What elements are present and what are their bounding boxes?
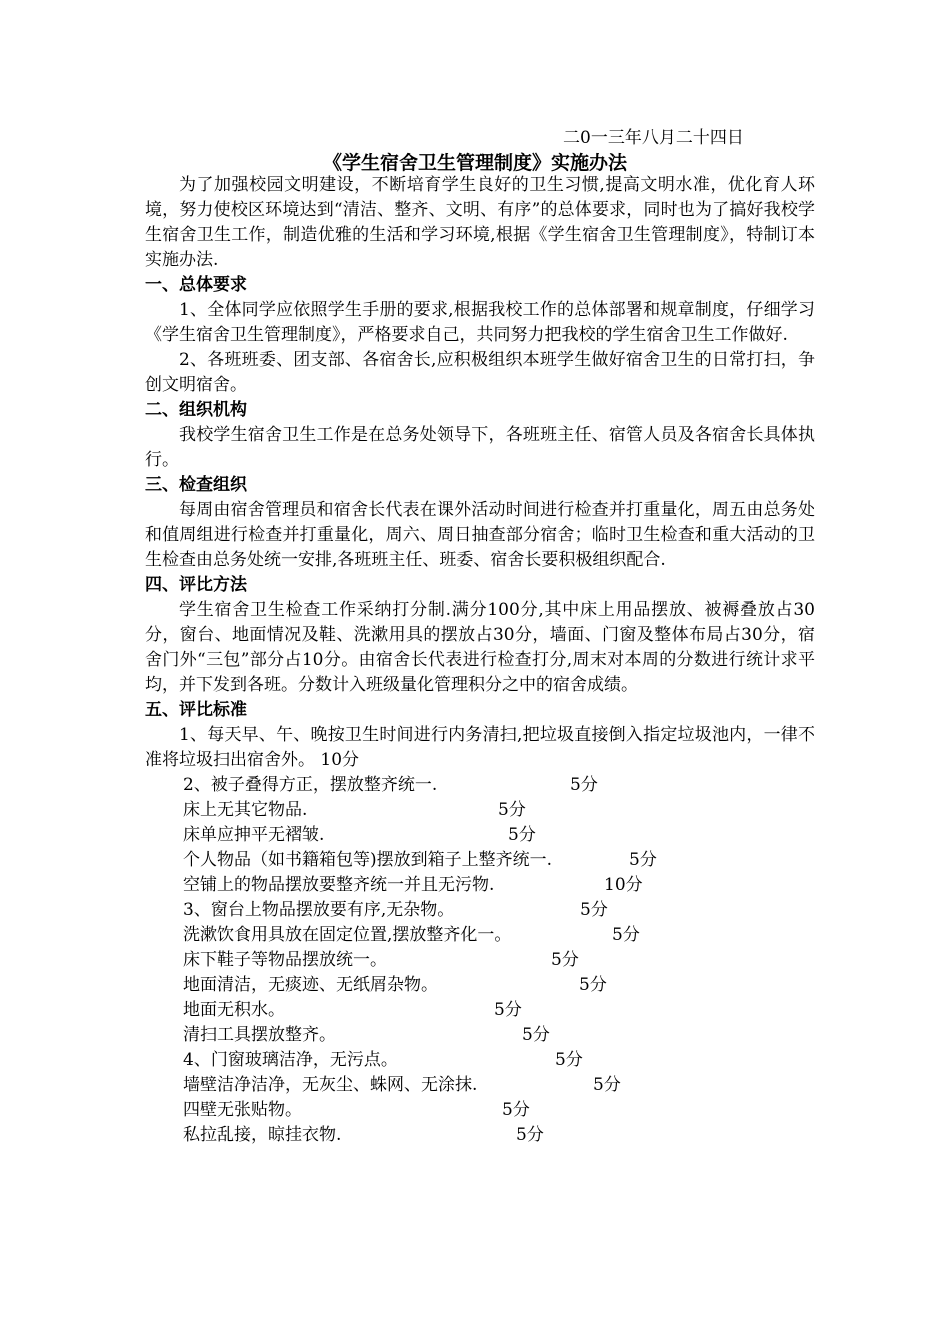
list-item xyxy=(145,1123,815,1148)
intro-paragraph: 为了加强校园文明建设，不断培育学生良好的卫生习惯,提高文明水准，优化育人环境，努力使校区环境达到“清洁、整齐、文明、有序”的总体要求，同时也为了搞好我校学生宿舍卫生工作，制造优雅的生活和学习环境,根据《学生宿舍卫生管理制度》，特制订本实施办法. xyxy=(145,175,815,270)
list-item xyxy=(145,998,815,1023)
section-standards-paragraph: 1、每天早、午、晚按卫生时间进行内务清扫,把垃圾直接倒入指定垃圾池内，一律不准将垃圾扫出宿舍外。 10分 xyxy=(145,725,815,770)
item-score: 5分 xyxy=(580,900,608,920)
list-item xyxy=(145,898,815,923)
item-label: 4、门窗玻璃洁净，无污点。 xyxy=(183,1050,398,1070)
item-score: 5分 xyxy=(612,925,640,945)
section-method-paragraph: 学生宿舍卫生检查工作采纳打分制.满分100分,其中床上用品摆放、被褥叠放占30分，窗台、地面情况及鞋、洗漱用具的摆放占30分，墙面、门窗及整体布局占30分，宿舍门外“三包”部分占10分。由宿舍长代表进行检查打分,周末对本周的分数进行统计求平均，并下发到各班。分数计入班级量化管理积分之中的宿舍成绩。 xyxy=(145,600,815,695)
list-item xyxy=(145,948,815,973)
item-score: 5分 xyxy=(593,1075,621,1095)
document-date: 二0一三年八月二十四日 xyxy=(563,128,744,148)
item-label: 洗漱饮食用具放在固定位置,摆放整齐化一。 xyxy=(183,925,512,945)
section-organization-paragraph: 我校学生宿舍卫生工作是在总务处领导下，各班班主任、宿管人员及各宿舍长具体执行。 xyxy=(145,425,815,470)
list-item xyxy=(145,798,815,823)
item-label: 私拉乱接，晾挂衣物. xyxy=(183,1125,342,1145)
list-item xyxy=(145,873,815,898)
list-item xyxy=(145,973,815,998)
list-item xyxy=(145,1098,815,1123)
section-heading-standards: 五、评比标准 xyxy=(145,700,247,720)
standards-list xyxy=(145,773,815,1148)
list-item xyxy=(145,1048,815,1073)
item-label: 床下鞋子等物品摆放统一。 xyxy=(183,950,387,970)
list-item xyxy=(145,1073,815,1098)
section-heading-general: 一、总体要求 xyxy=(145,275,247,295)
item-label: 四壁无张贴物。 xyxy=(183,1100,302,1120)
item-score: 5分 xyxy=(508,825,536,845)
item-score: 5分 xyxy=(555,1050,583,1070)
list-item xyxy=(145,773,815,798)
item-score: 5分 xyxy=(502,1100,530,1120)
list-item xyxy=(145,848,815,873)
item-label: 墙壁洁净洁净，无灰尘、蛛网、无涂抹. xyxy=(183,1075,478,1095)
section-inspection-paragraph: 每周由宿舍管理员和宿舍长代表在课外活动时间进行检查并打重量化，周五由总务处和值周组进行检查并打重量化，周六、周日抽查部分宿舍；临时卫生检查和重大活动的卫生检查由总务处统一安排,各班班主任、班委、宿舍长要积极组织配合. xyxy=(145,500,815,570)
section-general-paragraph-2: 2、各班班委、团支部、各宿舍长,应积极组织本班学生做好宿舍卫生的日常打扫，争创文明宿舍。 xyxy=(145,350,815,395)
section-heading-method: 四、评比方法 xyxy=(145,575,247,595)
item-score: 5分 xyxy=(551,950,579,970)
document-body xyxy=(145,173,815,1148)
item-label: 3、窗台上物品摆放要有序,无杂物。 xyxy=(183,900,455,920)
item-label: 床单应抻平无褶皱. xyxy=(183,825,325,845)
document-title: 《学生宿舍卫生管理制度》实施办法 xyxy=(322,152,627,174)
list-item xyxy=(145,1023,815,1048)
item-score: 5分 xyxy=(629,850,657,870)
item-score: 5分 xyxy=(570,775,598,795)
list-item xyxy=(145,923,815,948)
list-item xyxy=(145,823,815,848)
section-heading-inspection: 三、检查组织 xyxy=(145,475,247,495)
item-score: 5分 xyxy=(516,1125,544,1145)
item-label: 地面清洁，无痰迹、无纸屑杂物。 xyxy=(183,975,438,995)
item-label: 空铺上的物品摆放要整齐统一并且无污物. xyxy=(183,875,495,895)
section-heading-organization: 二、组织机构 xyxy=(145,400,247,420)
item-label: 床上无其它物品. xyxy=(183,800,308,820)
item-label: 个人物品（如书籍箱包等)摆放到箱子上整齐统一. xyxy=(183,850,553,870)
section-general-paragraph-1: 1、全体同学应依照学生手册的要求,根据我校工作的总体部署和规章制度，仔细学习《学生宿舍卫生管理制度》，严格要求自己，共同努力把我校的学生宿舍卫生工作做好. xyxy=(145,300,815,345)
item-score: 5分 xyxy=(494,1000,522,1020)
item-score: 5分 xyxy=(579,975,607,995)
item-score: 10分 xyxy=(604,875,643,895)
item-label: 2、被子叠得方正，摆放整齐统一. xyxy=(183,775,438,795)
item-score: 5分 xyxy=(498,800,526,820)
item-label: 清扫工具摆放整齐。 xyxy=(183,1025,336,1045)
item-score: 5分 xyxy=(522,1025,550,1045)
item-label: 地面无积水。 xyxy=(183,1000,285,1020)
